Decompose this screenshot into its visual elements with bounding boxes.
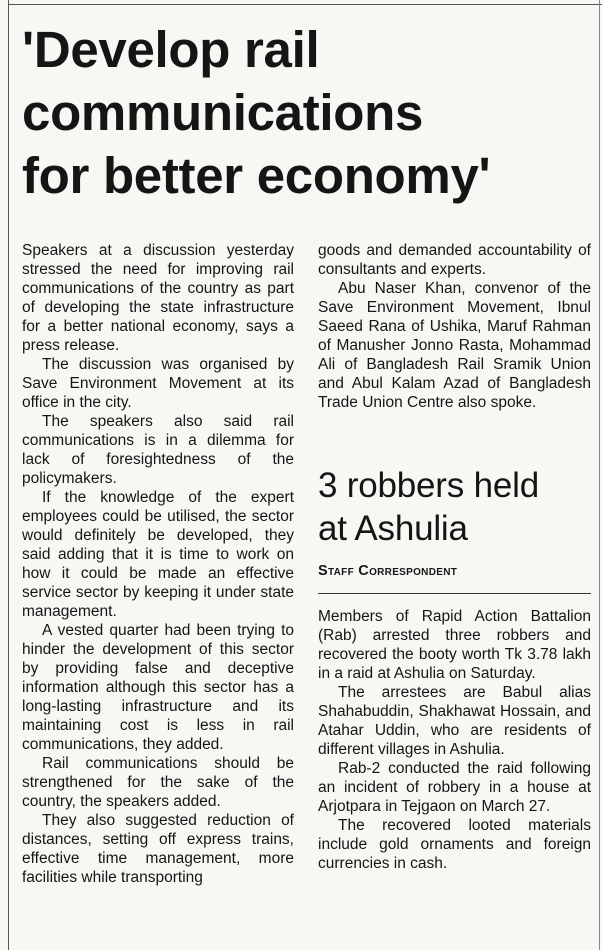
article-1-paragraph: A vested quarter had been trying to hinder the development of this sector by providing false and deceptive information although this sector has a long-lasting infrastructure and its maintaining cost is less in rail communications, they added.	[22, 622, 294, 753]
article-1-paragraph: The discussion was organised by Save Environment Movement at its office in the city.	[22, 356, 294, 411]
column-rule-top	[8, 4, 602, 5]
article-2-paragraph: Members of Rapid Action Battalion (Rab) arrested three robbers and recovered the booty worth Tk 3.78 lakh in a raid at Ashulia on Saturday.	[318, 608, 591, 682]
article-1-left-column	[22, 241, 294, 887]
column-rule-right	[599, 0, 600, 950]
byline: Staff Correspondent	[318, 563, 458, 579]
article-1-paragraph: Abu Naser Khan, convenor of the Save Environment Movement, Ibnul Saeed Rana of Ushika, Maruf Rahman of Manusher Jonno Rasta, Mohammad Ali of Bangladesh Rail Sramik Union and Abul Kalam Azad of Bangladesh Trade Union Centre also spoke.	[318, 280, 591, 411]
article-1-paragraph-split-start: They also suggested reduction of distances, setting off express trains, effective time management, more facilities while transporting	[22, 812, 294, 886]
article-2-paragraph: The arrestees are Babul alias Shahabuddin, Shakhawat Hossain, and Atahar Uddin, who are residents of different villages in Ashulia.	[318, 684, 591, 758]
article-2-paragraph: The recovered looted materials include gold ornaments and foreign currencies in cash.	[318, 817, 591, 872]
article-2-headline-line-1: 3 robbers held	[318, 466, 539, 505]
main-headline	[22, 18, 592, 207]
byline-divider	[318, 593, 591, 594]
headline-line-1: 'Develop rail	[22, 21, 320, 78]
headline-line-2: communications	[22, 84, 424, 141]
article-1-paragraph: If the knowledge of the expert employees could be utilised, the sector would definitely be developed, they said adding that it is time to work on how it could be made an effective service sector by keeping it under state management.	[22, 489, 294, 620]
article-1-paragraph: Speakers at a discussion yesterday stressed the need for improving rail communications of the country as part of developing the state infrastructure for a better national economy, says a press release.	[22, 242, 294, 354]
article-2-headline	[318, 464, 591, 550]
article-1-paragraph: The speakers also said rail communications is in a dilemma for lack of foresightedness of the policymakers.	[22, 413, 294, 487]
column-rule-left	[8, 0, 9, 950]
right-column	[318, 241, 591, 873]
headline-line-3: for better economy'	[22, 147, 491, 204]
article-2-paragraph: Rab-2 conducted the raid following an incident of robbery in a house at Arjotpara in Tejgaon on March 27.	[318, 760, 591, 815]
article-1-paragraph: Rail communications should be strengthened for the sake of the country, the speakers added.	[22, 755, 294, 810]
article-2-headline-line-2: at Ashulia	[318, 509, 468, 548]
article-1-paragraph-split-end: goods and demanded accountability of consultants and experts.	[318, 242, 591, 278]
